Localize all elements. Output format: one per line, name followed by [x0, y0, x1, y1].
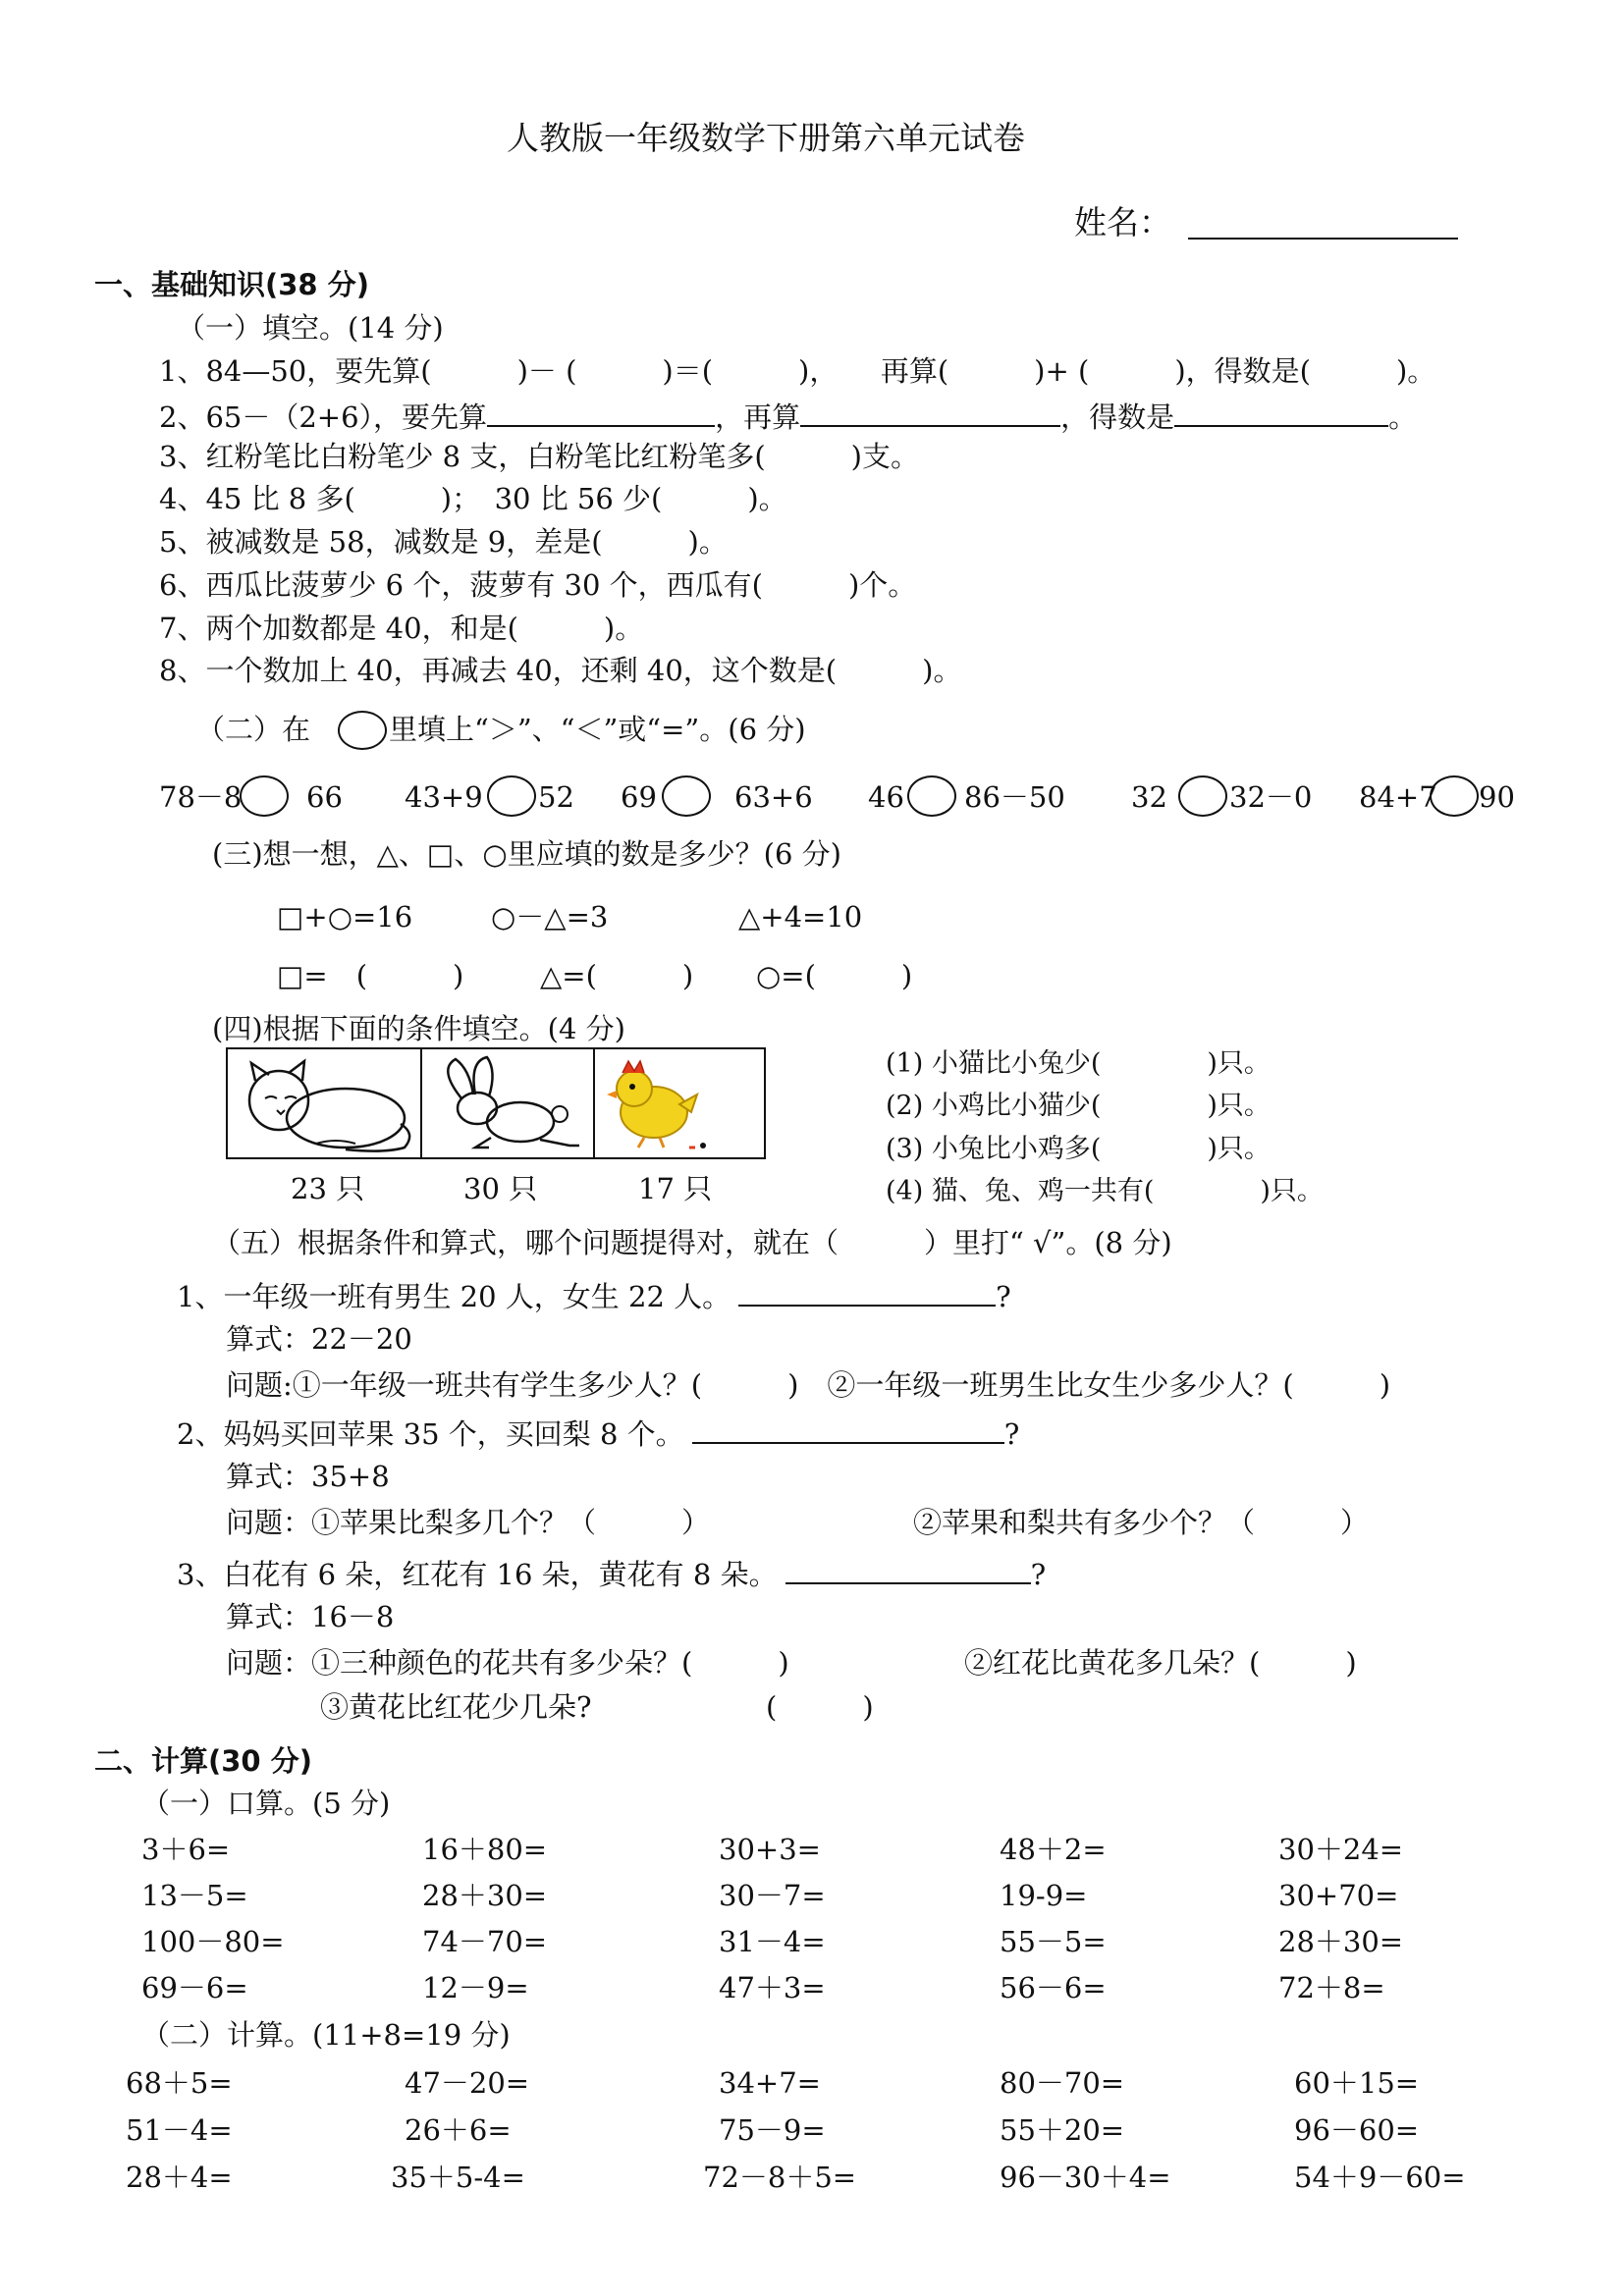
- part1-heading: （一）填空。(14 分): [177, 311, 444, 345]
- problem-2: 2、妈妈买回苹果 35 个，买回梨 8 个。 ?: [177, 1417, 1020, 1451]
- animal-count: 23 只: [291, 1172, 365, 1205]
- answer-blank[interactable]: [800, 400, 1060, 427]
- animal-count: 17 只: [638, 1172, 713, 1205]
- compare-left: 46: [868, 780, 904, 814]
- calc-heading: （二）计算。(11+8=19 分): [141, 2018, 511, 2052]
- compare-left: 69: [621, 780, 657, 814]
- problem-1: 1、一年级一班有男生 20 人，女生 22 人。 ?: [177, 1280, 1011, 1313]
- compare-left: 43+9: [405, 780, 483, 814]
- calc-item: 28＋30=: [1278, 1925, 1404, 1958]
- question-choice[interactable]: ②苹果和梨共有多少个？（ ）: [913, 1506, 1370, 1539]
- animal-question: (2) 小鸡比小猫少( )只。: [886, 1091, 1271, 1121]
- formula: 算式：35+8: [226, 1460, 390, 1493]
- calc-item: 30+3=: [719, 1833, 821, 1866]
- fill-item-2: 2、65－（2+6），要先算 ，再算 ，得数是 。: [159, 400, 1418, 434]
- calc-item: 75－9=: [719, 2113, 826, 2147]
- compare-right: 66: [306, 780, 343, 814]
- calc-item: 30＋24=: [1278, 1833, 1404, 1866]
- shape-answer[interactable]: △=( ): [540, 959, 694, 992]
- compare-circle[interactable]: [1430, 775, 1479, 817]
- question-choice[interactable]: ②红花比黄花多几朵？( ): [964, 1646, 1357, 1680]
- fill-item-5: 5、被减数是 58，减数是 9，差是( )。: [159, 525, 728, 559]
- fill-item-7: 7、两个加数都是 40，和是( )。: [159, 612, 644, 645]
- section2-heading: 二、计算(30 分): [94, 1744, 312, 1778]
- compare-right: 63+6: [734, 780, 813, 814]
- oral-calc-heading: （一）口算。(5 分): [141, 1787, 391, 1820]
- compare-left: 84+7: [1359, 780, 1437, 814]
- animal-count: 30 只: [463, 1172, 538, 1205]
- calc-item: 26＋6=: [405, 2113, 512, 2147]
- calc-item: 51－4=: [126, 2113, 233, 2147]
- shape-answer[interactable]: □= ( ): [277, 959, 464, 992]
- compare-circle[interactable]: [907, 775, 956, 817]
- compare-left: 78－8: [159, 780, 243, 814]
- part3-heading: (三)想一想，△、□、○里应填的数是多少？(6 分): [212, 837, 841, 871]
- formula: 算式：22－20: [226, 1322, 412, 1356]
- part2-heading-b: 里填上“＞”、“＜”或“=”。(6 分): [389, 713, 806, 746]
- calc-item: 80－70=: [1000, 2066, 1125, 2100]
- question-choice[interactable]: 问题：①三种颜色的花共有多少朵？( ): [226, 1646, 789, 1680]
- question-choice[interactable]: ( ): [766, 1690, 874, 1724]
- name-field[interactable]: [1188, 238, 1458, 240]
- calc-item: 74－70=: [422, 1925, 548, 1958]
- calc-item: 16＋80=: [422, 1833, 548, 1866]
- calc-item: 69－6=: [141, 1971, 248, 2004]
- question-blank[interactable]: [785, 1557, 1031, 1584]
- calc-item: 28＋30=: [422, 1879, 548, 1912]
- cat-picture-box: [226, 1047, 422, 1159]
- fill-item-1: 1、84—50，要先算( )－ ( )＝( )， 再算( )+ ( )，得数是( )。: [159, 354, 1436, 388]
- cat-icon: [228, 1049, 420, 1157]
- part5-heading: （五）根据条件和算式，哪个问题提得对，就在（ ）里打“ √”。(8 分): [212, 1226, 1172, 1259]
- calc-item: 35＋5-4=: [391, 2161, 525, 2194]
- calc-item: 72－8＋5=: [703, 2161, 857, 2194]
- question-choice[interactable]: ③黄花比红花少几朵?: [320, 1690, 592, 1724]
- shape-equation: □+○=16: [277, 900, 413, 934]
- rabbit-picture-box: [420, 1047, 595, 1159]
- chick-icon: [595, 1049, 764, 1157]
- compare-circle[interactable]: [1178, 775, 1227, 817]
- compare-circle[interactable]: [662, 775, 711, 817]
- animal-question: (3) 小兔比小鸡多( )只。: [886, 1134, 1271, 1164]
- calc-item: 100－80=: [141, 1925, 285, 1958]
- animal-question: (1) 小猫比小兔少( )只。: [886, 1048, 1271, 1079]
- compare-circle[interactable]: [240, 775, 289, 817]
- animal-question: (4) 猫、兔、鸡一共有( )只。: [886, 1176, 1324, 1206]
- fill-item-6: 6、西瓜比菠萝少 6 个，菠萝有 30 个，西瓜有( )个。: [159, 568, 917, 602]
- calc-item: 12－9=: [422, 1971, 529, 2004]
- part2-heading-a: （二）在: [196, 713, 311, 746]
- chick-picture-box: [593, 1047, 766, 1159]
- question-blank[interactable]: [738, 1279, 996, 1307]
- compare-circle[interactable]: [487, 775, 536, 817]
- compare-left: 32: [1131, 780, 1167, 814]
- calc-item: 54＋9－60=: [1294, 2161, 1466, 2194]
- calc-item: 30－7=: [719, 1879, 826, 1912]
- calc-item: 30+70=: [1278, 1879, 1399, 1912]
- shape-equation: △+4=10: [738, 900, 863, 934]
- calc-item: 47＋3=: [719, 1971, 826, 2004]
- fill-item-8: 8、一个数加上 40，再减去 40，还剩 40，这个数是( )。: [159, 654, 962, 687]
- page-title: 人教版一年级数学下册第六单元试卷: [507, 119, 1025, 157]
- question-choices[interactable]: 问题:①一年级一班共有学生多少人？( ) ②一年级一班男生比女生少多少人？( ): [226, 1368, 1391, 1402]
- formula: 算式：16－8: [226, 1600, 395, 1633]
- fill-item-3: 3、红粉笔比白粉笔少 8 支，白粉笔比红粉笔多( )支。: [159, 440, 919, 473]
- fill-item-4: 4、45 比 8 多( )； 30 比 56 少( )。: [159, 482, 787, 515]
- calc-item: 48＋2=: [1000, 1833, 1107, 1866]
- rabbit-icon: [422, 1049, 593, 1157]
- compare-right: 52: [538, 780, 574, 814]
- question-blank[interactable]: [692, 1416, 1004, 1444]
- calc-item: 31－4=: [719, 1925, 826, 1958]
- answer-blank[interactable]: [1174, 400, 1388, 427]
- calc-item: 55－5=: [1000, 1925, 1107, 1958]
- calc-item: 96－30＋4=: [1000, 2161, 1171, 2194]
- calc-item: 55＋20=: [1000, 2113, 1125, 2147]
- section1-heading: 一、基础知识(38 分): [94, 268, 369, 301]
- compare-right: 90: [1479, 780, 1515, 814]
- name-label: 姓名：: [1074, 203, 1171, 241]
- calc-item: 13－5=: [141, 1879, 248, 1912]
- calc-item: 34+7=: [719, 2066, 821, 2100]
- calc-item: 47－20=: [405, 2066, 530, 2100]
- compare-circle-icon: [338, 711, 387, 750]
- question-choice[interactable]: 问题：①苹果比梨多几个？（ ）: [226, 1506, 711, 1539]
- calc-item: 72＋8=: [1278, 1971, 1385, 2004]
- shape-answer[interactable]: ○=( ): [756, 959, 913, 992]
- calc-item: 60＋15=: [1294, 2066, 1420, 2100]
- calc-item: 3＋6=: [141, 1833, 231, 1866]
- shape-equation: ○－△=3: [491, 900, 609, 934]
- calc-item: 56－6=: [1000, 1971, 1107, 2004]
- compare-right: 86－50: [964, 780, 1065, 814]
- part4-heading: (四)根据下面的条件填空。(4 分): [212, 1012, 625, 1045]
- calc-item: 96－60=: [1294, 2113, 1420, 2147]
- compare-right: 32－0: [1229, 780, 1313, 814]
- calc-item: 28＋4=: [126, 2161, 233, 2194]
- problem-3: 3、白花有 6 朵，红花有 16 朵，黄花有 8 朵。 ?: [177, 1558, 1047, 1591]
- answer-blank[interactable]: [487, 400, 715, 427]
- calc-item: 68＋5=: [126, 2066, 233, 2100]
- calc-item: 19-9=: [1000, 1879, 1088, 1912]
